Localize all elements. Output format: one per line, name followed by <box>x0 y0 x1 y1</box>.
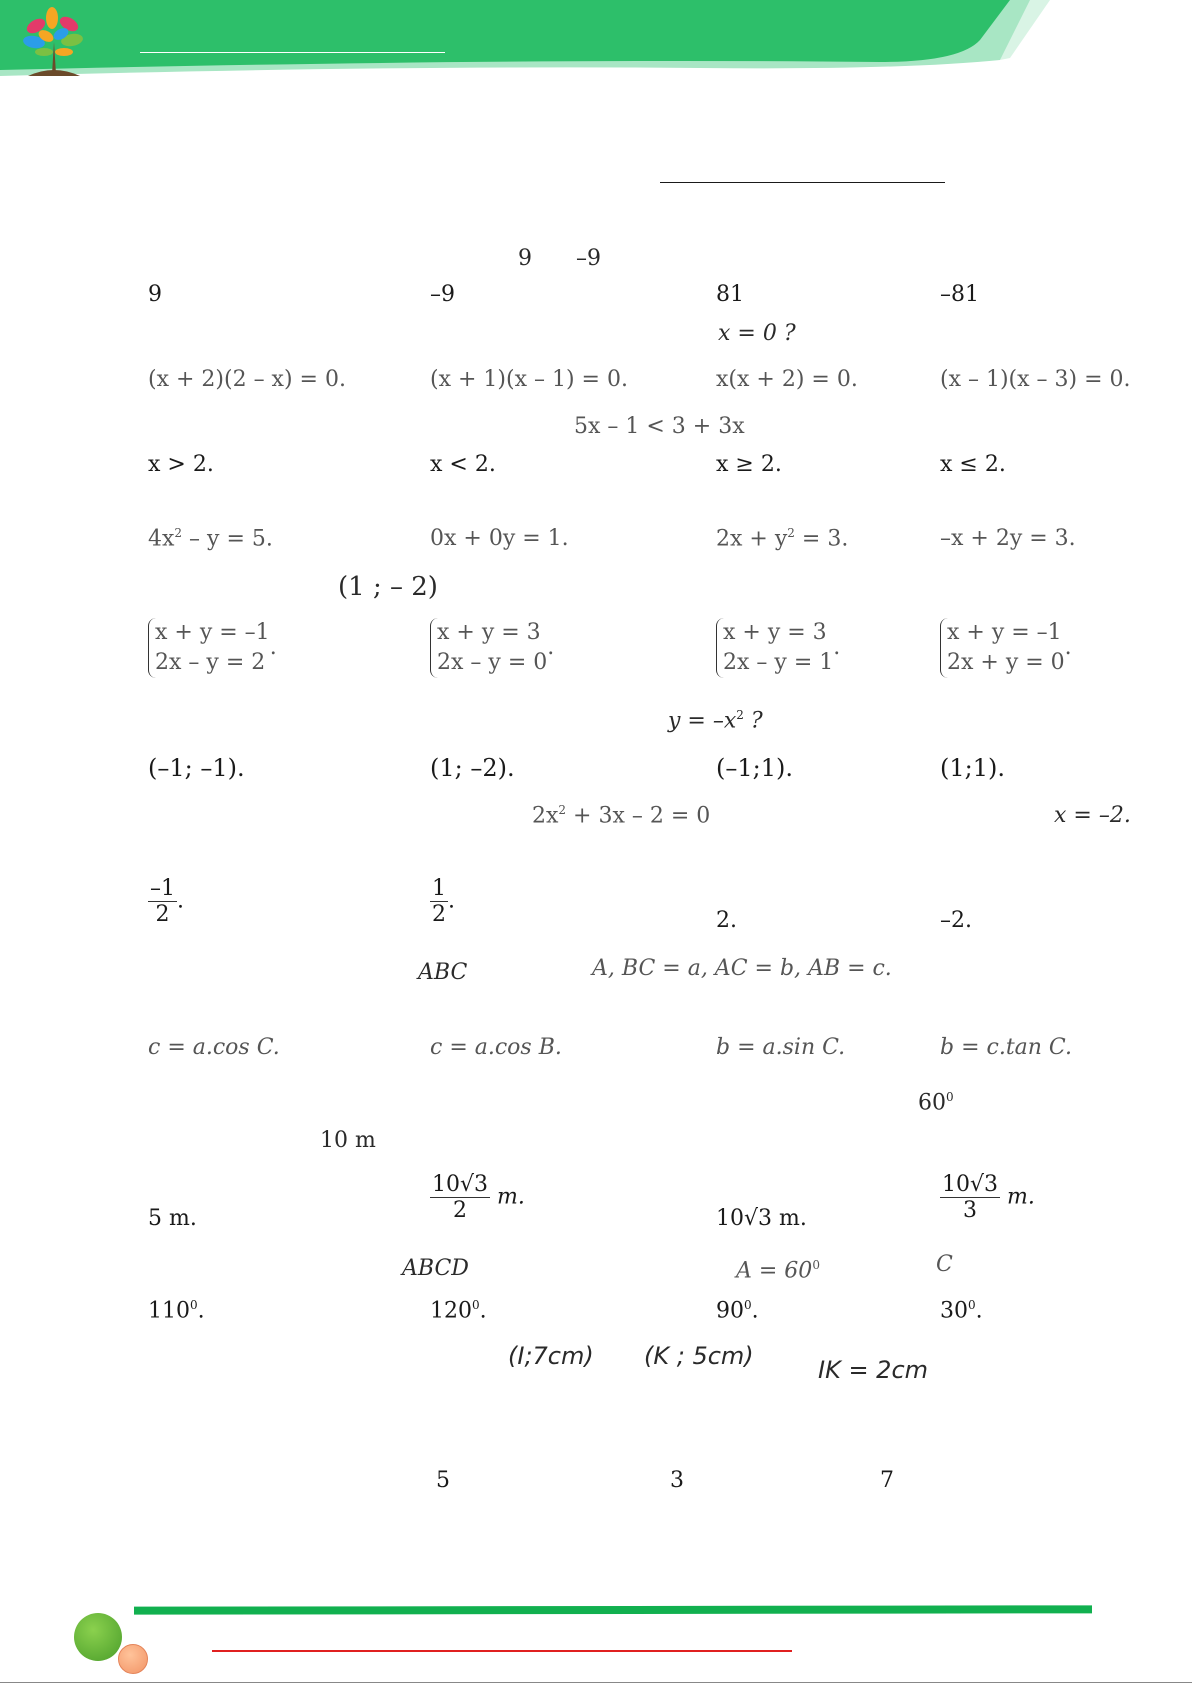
q11-number-3: 7 <box>880 1468 894 1493</box>
q7-stem-main: 2x <box>532 803 559 829</box>
q7-option-a: $\frac{-1}{2}$ . <box>150 876 184 927</box>
q9-d-num: 10√3 <box>942 1172 999 1197</box>
q7-stem <box>532 803 710 828</box>
footer-green-circle <box>74 1613 122 1661</box>
q7-root: x = –2. <box>1054 803 1131 828</box>
q8-stem-a: ABC <box>418 960 468 985</box>
q10-stem-c: C <box>936 1252 953 1277</box>
q9-option-a: 5 m. <box>148 1206 197 1231</box>
q5-option-c: x + y = 3 2x – y = 1 . <box>716 618 840 678</box>
footer-green-bar <box>134 1605 1092 1614</box>
q10-stem-b-sup: 0 <box>812 1258 820 1272</box>
q7-b-num: 1 <box>432 876 446 901</box>
q10-d-sup: 0 <box>968 1298 976 1312</box>
q7-option-b: $\frac{1}{2}$ . <box>432 876 455 927</box>
tree-logo-icon <box>14 4 92 76</box>
q4-a-main: 4x <box>148 526 175 552</box>
q6-option-c: (–1;1). <box>716 754 793 782</box>
q10-b-dot: . <box>479 1298 487 1324</box>
q8-option-b: c = a.cos B. <box>430 1035 562 1060</box>
q8-option-c: b = a.sin C. <box>716 1035 846 1060</box>
q5-option-a: x + y = –1 2x – y = 2 . <box>148 618 277 678</box>
q10-stem-b-main: A = 60 <box>736 1258 813 1284</box>
q9-option-b <box>430 1172 525 1223</box>
q10-option-c <box>716 1298 759 1323</box>
q7-option-c: 2. <box>716 908 737 933</box>
q4-c-rest: = 3. <box>794 526 849 552</box>
q11-circle-1: (I;7cm) <box>508 1342 594 1370</box>
q6-option-d: (1;1). <box>940 754 1005 782</box>
q7-b-den: 2 <box>432 902 446 927</box>
q9-b-num: 10√3 <box>432 1172 489 1197</box>
q5-d-line1: x + y = –1 <box>947 620 1062 645</box>
q6-stem-rest: ? <box>743 708 763 734</box>
q4-option-d: –x + 2y = 3. <box>940 526 1076 551</box>
q5-c-line1: x + y = 3 <box>723 620 827 645</box>
q10-b-main: 120 <box>430 1298 472 1324</box>
q6-option-a: (–1; –1). <box>148 754 245 782</box>
q11-number-2: 3 <box>670 1468 684 1493</box>
q1-option-d: –81 <box>940 282 979 307</box>
title-underline <box>660 182 945 183</box>
q10-option-b <box>430 1298 487 1323</box>
q9-b-den: 2 <box>453 1198 467 1223</box>
q8-option-d: b = c.tan C. <box>940 1035 1072 1060</box>
q4-c-sup: 2 <box>787 526 795 540</box>
q4-option-a <box>148 526 273 551</box>
q2-option-b: (x + 1)(x – 1) = 0. <box>430 367 628 392</box>
q6-stem <box>668 708 763 733</box>
q10-d-main: 30 <box>940 1298 968 1324</box>
q10-c-sup: 0 <box>744 1298 752 1312</box>
q9-length: 10 m <box>320 1128 376 1153</box>
q10-a-main: 110 <box>148 1298 190 1324</box>
header-banner <box>0 0 1192 90</box>
q11-circle-2: (K ; 5cm) <box>644 1342 754 1370</box>
q4-a-sup: 2 <box>174 526 183 540</box>
q10-a-dot: . <box>197 1298 205 1324</box>
q6-option-b: (1; –2). <box>430 754 515 782</box>
q9-option-d <box>940 1172 1035 1223</box>
q4-a-rest: – y = 5. <box>182 526 273 552</box>
q3-option-a: x > 2. <box>148 452 214 477</box>
q7-stem-rest: + 3x – 2 = 0 <box>566 803 711 829</box>
q5-b-line2: 2x – y = 0 <box>437 650 548 675</box>
q4-option-c <box>716 526 848 551</box>
q11-distance: IK = 2cm <box>818 1356 929 1384</box>
q10-option-a <box>148 1298 205 1323</box>
q10-d-dot: . <box>975 1298 983 1324</box>
q1-stem-a: 9 <box>518 246 532 271</box>
q2-option-a: (x + 2)(2 – x) = 0. <box>148 367 346 392</box>
q2-option-d: (x – 1)(x – 3) = 0. <box>940 367 1131 392</box>
q6-stem-sup: 2 <box>736 708 744 722</box>
q11-number-1: 5 <box>436 1468 450 1493</box>
q3-option-b: x < 2. <box>430 452 496 477</box>
q5-a-line2: 2x – y = 2 <box>155 650 266 675</box>
q9-option-c: 10√3 m. <box>716 1206 807 1231</box>
footer-orange-circle <box>118 1644 148 1674</box>
page-bottom-rule <box>0 1682 1192 1683</box>
q8-stem-b: A, BC = a, AC = b, AB = c. <box>592 956 892 981</box>
q7-a-den: 2 <box>155 902 170 927</box>
header-title-line <box>140 52 445 53</box>
q9-d-den: 3 <box>963 1198 977 1223</box>
q5-option-d: x + y = –1 2x + y = 0 . <box>940 618 1072 678</box>
q10-b-sup: 0 <box>472 1298 480 1312</box>
q5-option-b: x + y = 3 2x – y = 0 . <box>430 618 554 678</box>
q4-c-main: 2x + y <box>716 526 788 552</box>
q7-option-d: –2. <box>940 908 972 933</box>
q3-stem: 5x – 1 < 3 + 3x <box>574 414 745 439</box>
q2-stem: x = 0 ? <box>718 321 796 346</box>
q10-option-d <box>940 1298 983 1323</box>
q10-stem-b <box>736 1258 820 1283</box>
q3-option-d: x ≤ 2. <box>940 452 1006 477</box>
q5-stem: (1 ; – 2) <box>338 572 438 602</box>
q2-option-c: x(x + 2) = 0. <box>716 367 858 392</box>
q5-c-line2: 2x – y = 1 <box>723 650 834 675</box>
footer-red-line <box>212 1650 792 1652</box>
q10-stem-a: ABCD <box>402 1256 469 1281</box>
q8-option-a: c = a.cos C. <box>148 1035 280 1060</box>
q5-b-line1: x + y = 3 <box>437 620 541 645</box>
q9-d-unit: m. <box>1007 1184 1035 1210</box>
q1-stem-b: –9 <box>576 246 601 271</box>
q7-a-num: –1 <box>150 876 175 901</box>
q9-angle-sup: 0 <box>946 1090 954 1104</box>
q4-option-b: 0x + 0y = 1. <box>430 526 569 551</box>
page-header <box>0 0 1192 90</box>
q1-option-b: –9 <box>430 282 455 307</box>
q10-c-main: 90 <box>716 1298 744 1324</box>
q10-a-sup: 0 <box>190 1298 198 1312</box>
q5-d-line2: 2x + y = 0 <box>947 650 1065 675</box>
q9-b-unit: m. <box>497 1184 525 1210</box>
q1-option-c: 81 <box>716 282 744 307</box>
q10-c-dot: . <box>751 1298 759 1324</box>
q9-angle-value: 60 <box>918 1090 946 1116</box>
q9-angle <box>918 1090 954 1115</box>
q1-option-a: 9 <box>148 282 162 307</box>
q6-stem-main: y = –x <box>668 708 737 734</box>
q3-option-c: x ≥ 2. <box>716 452 782 477</box>
q5-a-line1: x + y = –1 <box>155 620 270 645</box>
q7-stem-sup: 2 <box>558 803 567 817</box>
